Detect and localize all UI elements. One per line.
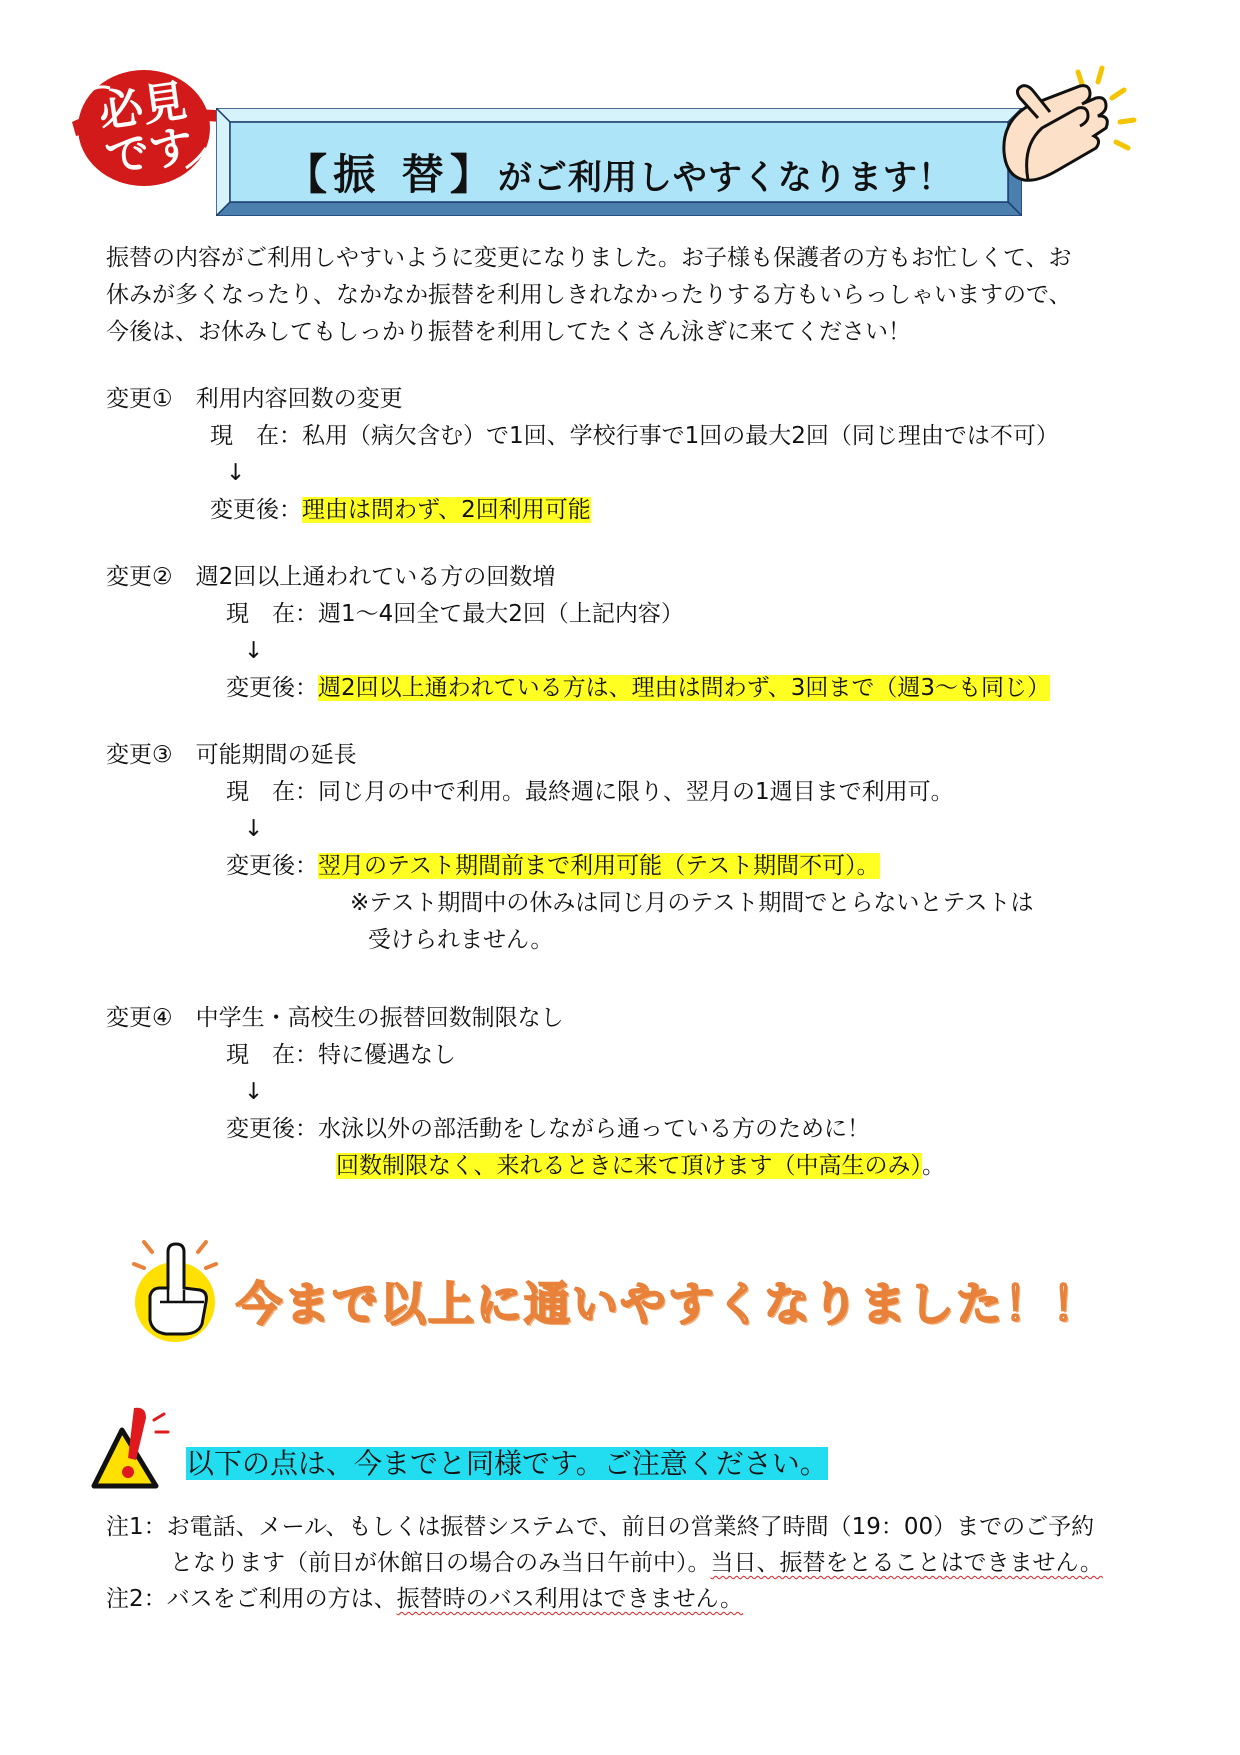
title-banner: [216, 108, 1022, 216]
change3-after: [226, 851, 880, 881]
change1-title: 変更① 利用内容回数の変更: [106, 386, 403, 412]
change1-after: [210, 495, 591, 525]
current-label: 現 在：: [210, 423, 302, 449]
current-label: 現 在：: [226, 1042, 318, 1068]
banner-bracket-open: 【: [285, 150, 334, 199]
change2-after: [226, 673, 1050, 703]
note-1-line-2b: 当日、振替をとることはできません。: [710, 1550, 1103, 1576]
banner-keyword: 振 替: [333, 150, 450, 199]
banner-bracket-close: 】: [449, 150, 498, 199]
change3-after-text: 翌月のテスト期間前まで利用可能（テスト期間不可）。: [318, 853, 880, 879]
change1-current: [210, 421, 1059, 451]
pointing-finger-icon: [120, 1228, 230, 1344]
change4-after: [226, 1114, 870, 1144]
banner-title: [216, 142, 1022, 202]
note-2-wavy: 振替時のバス利用はできません。: [396, 1586, 744, 1612]
note-1-line-2a: となります（前日が休館日の場合のみ当日午前中）。: [170, 1550, 711, 1576]
change2-current-text: 週1～4回全て最大2回（上記内容）: [318, 601, 684, 627]
clapping-hands-icon: [998, 62, 1148, 202]
note-1-line-2: [170, 1548, 1103, 1578]
change3-title: 変更③ 可能期間の延長: [106, 742, 357, 768]
warning-exclamation-icon: [86, 1400, 182, 1496]
change2-current: [226, 599, 684, 629]
badge-line1: 必見: [95, 75, 190, 139]
change2-title: 変更② 週2回以上通われている方の回数増: [106, 564, 556, 590]
change4-current-text: 特に優遇なし: [318, 1042, 456, 1068]
intro-line-2: 休みが多くなったり、なかなか振替を利用しきれなかったりする方もいらっしゃいますので、: [106, 282, 1072, 308]
must-see-badge: [66, 64, 226, 190]
slogan-text: 今まで以上に通いやすくなりました！！: [236, 1277, 1100, 1331]
change3-arrow: ↓: [244, 816, 264, 842]
change2-arrow: ↓: [244, 638, 264, 664]
notice-heading: [186, 1446, 828, 1482]
after-label: 変更後：: [226, 853, 318, 879]
change4-title: 変更④ 中学生・高校生の振替回数制限なし: [106, 1005, 564, 1031]
change4-after-2-text: 回数制限なく、来れるときに来て頂けます（中高生のみ）: [336, 1153, 923, 1179]
intro-line-3: 今後は、お休みしてもしっかり振替を利用してたくさん泳ぎに来てください！: [106, 319, 911, 345]
after-label: 変更後：: [210, 497, 302, 523]
change2-after-text: 週2回以上通われている方は、理由は問わず、3回まで（週3～も同じ）: [318, 675, 1051, 701]
change1-after-text: 理由は問わず、2回利用可能: [302, 497, 591, 523]
current-label: 現 在：: [226, 779, 318, 805]
note-1-line-1: 注1：お電話、メール、もしくは振替システムで、前日の営業終了時間（19：00）までのご予約: [106, 1514, 1095, 1540]
change3-note-2: 受けられません。: [368, 927, 554, 953]
note-2-prefix: 注2：バスをご利用の方は、: [106, 1586, 397, 1612]
change3-current: [226, 777, 954, 807]
change3-note-1: ※テスト期間中の休みは同じ月のテスト期間でとらないとテストは: [350, 890, 1034, 916]
badge-line2: です: [102, 120, 197, 184]
notice-heading-text: 以下の点は、今までと同様です。ご注意ください。: [186, 1447, 828, 1480]
current-label: 現 在：: [226, 601, 318, 627]
change4-after-text: 水泳以外の部活動をしながら通っている方のために！: [318, 1116, 870, 1142]
change1-current-text: 私用（病欠含む）で1回、学校行事で1回の最大2回（同じ理由では不可）: [302, 423, 1059, 449]
banner-rest: がご利用しやすくなります！: [497, 158, 953, 198]
change4-current: [226, 1040, 456, 1070]
after-label: 変更後：: [226, 675, 318, 701]
change4-arrow: ↓: [244, 1079, 264, 1105]
change4-after-2: [336, 1151, 945, 1181]
change3-current-text: 同じ月の中で利用。最終週に限り、翌月の1週目まで利用可。: [318, 779, 954, 805]
intro-line-1: 振替の内容がご利用しやすいように変更になりました。お子様も保護者の方もお忙しくて、お: [106, 245, 1072, 271]
change1-arrow: ↓: [226, 460, 246, 486]
change4-after-2-tail: 。: [922, 1153, 946, 1179]
after-label: 変更後：: [226, 1116, 318, 1142]
note-2: [106, 1584, 743, 1614]
